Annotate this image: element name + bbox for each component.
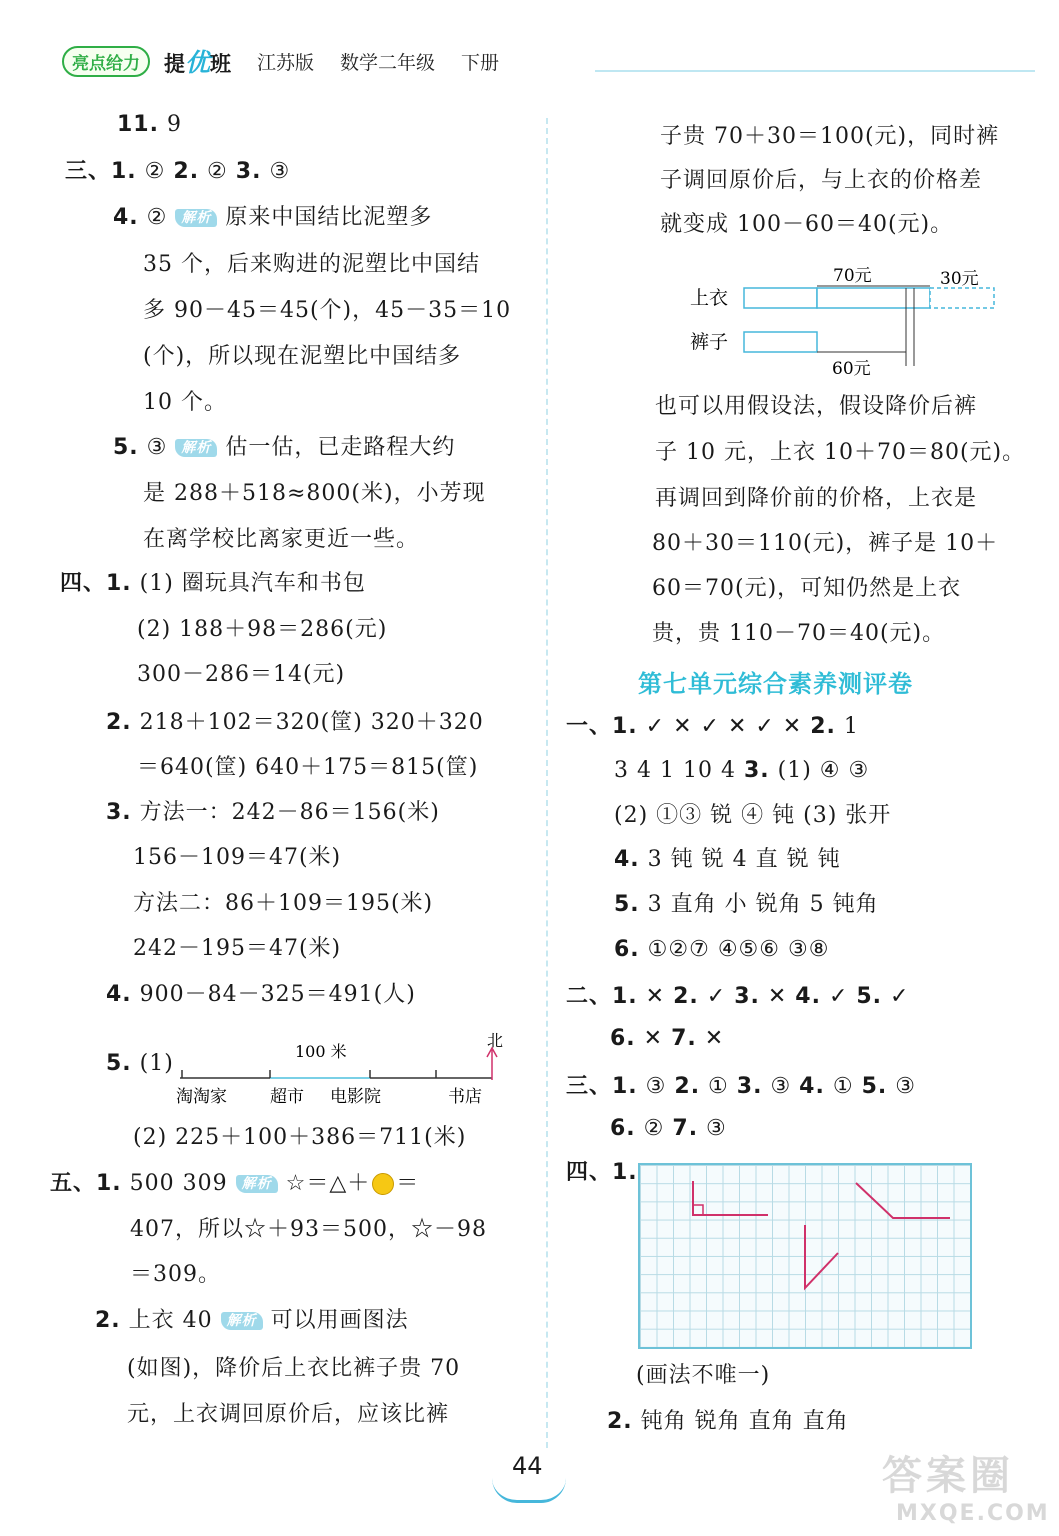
left-line-27 — [127, 1400, 449, 1430]
right-line-8 — [652, 619, 945, 649]
section-title: 第七单元综合素养测评卷 — [638, 670, 913, 698]
answer-text: 子调回原价后，与上衣的价格差 — [660, 168, 983, 193]
analysis-badge: 解析 — [221, 1312, 263, 1330]
answer-text: ✕ — [637, 984, 674, 1009]
watermark-line-2: MXQE.COM — [896, 1501, 1050, 1526]
question-number: 7. — [672, 1116, 699, 1141]
brand-badge: 亮点给力 — [62, 46, 150, 77]
left-line-20 — [106, 1049, 174, 1079]
right-line-1 — [660, 166, 982, 196]
answer-text: ✓ — [820, 984, 857, 1009]
question-number: 三、1. — [566, 1074, 638, 1099]
left-line-23 — [130, 1215, 487, 1245]
left-line-9 — [143, 525, 419, 555]
question-number: 6. — [610, 1026, 636, 1051]
place-bookstore: 书店 — [448, 1087, 482, 1107]
left-line-6 — [143, 388, 227, 418]
answer-text: 3 钝 锐 4 直 锐 钝 — [639, 847, 841, 872]
right-angle-drawing — [693, 1181, 768, 1215]
row-label-pants: 裤子 — [690, 331, 729, 353]
right-line-13 — [614, 890, 879, 920]
label-70: 70元 — [833, 266, 872, 286]
question-number: 3. — [235, 159, 262, 184]
row-label-shirt: 上衣 — [690, 287, 729, 309]
answer-text: 242－195＝47(米) — [133, 936, 342, 961]
left-line-8 — [143, 479, 486, 509]
label-30: 30元 — [940, 269, 979, 289]
left-line-1 — [65, 157, 290, 187]
place-home: 淘淘家 — [176, 1087, 227, 1107]
question-number: 2. — [673, 984, 699, 1009]
answer-text: (1) 圈玩具汽车和书包 — [131, 571, 366, 596]
answer-text: ✕ — [635, 1026, 672, 1051]
subject-label: 数学二年级 — [340, 51, 436, 74]
question-number: 4. — [795, 984, 821, 1009]
answer-text: (如图)，降价后上衣比裤子贵 70 — [127, 1356, 461, 1381]
answer-text: 元，上衣调回原价后，应该比裤 — [127, 1402, 450, 1427]
answer-text: ① — [824, 1074, 862, 1099]
left-line-26 — [127, 1354, 460, 1384]
analysis-badge: 解析 — [236, 1175, 278, 1193]
answer-text: ☆＝△＋ — [277, 1171, 371, 1196]
answer-text: 就变成 100－60＝40(元)。 — [660, 212, 954, 237]
answer-text: (1) — [131, 1051, 174, 1076]
analysis-badge: 解析 — [175, 209, 217, 227]
answer-text: ①②⑦ ④⑤⑥ ③⑧ — [639, 937, 830, 962]
acute-angle-drawing — [805, 1225, 838, 1288]
answer-text: 子 10 元，上衣 10＋70＝80(元)。 — [655, 440, 1026, 465]
left-line-3 — [143, 250, 480, 280]
right-line-9 — [566, 712, 859, 742]
answer-text: 子贵 70＋30＝100(元)，同时裤 — [660, 124, 1000, 149]
answer-text: 10 个。 — [143, 390, 227, 415]
question-number: 5. — [614, 892, 640, 917]
question-number: 四、1. — [566, 1160, 638, 1185]
answer-text: 上衣 40 — [120, 1308, 221, 1333]
price-bar-diagram — [688, 262, 1008, 380]
question-number: 11. — [117, 112, 159, 137]
question-number: 三、1. — [65, 159, 137, 184]
right-line-6 — [652, 529, 998, 559]
question-number: 4. — [113, 205, 139, 230]
right-line-10 — [614, 756, 869, 786]
answer-text: 1 — [835, 714, 859, 739]
question-number: 4. — [614, 847, 640, 872]
answer-text: 500 309 — [121, 1171, 236, 1196]
north-label: 北 — [487, 1031, 504, 1050]
left-line-14 — [137, 753, 478, 783]
answer-text: 也可以用假设法，假设降价后裤 — [655, 394, 978, 419]
left-line-12 — [137, 660, 345, 690]
left-line-21 — [133, 1123, 466, 1153]
question-number: 2. — [810, 714, 836, 739]
answer-text: 钝角 锐角 直角 直角 — [632, 1409, 849, 1434]
shirt-bar-extra — [930, 288, 994, 308]
left-line-25 — [95, 1306, 409, 1336]
answer-text: ② — [199, 159, 236, 184]
right-line-2 — [660, 210, 953, 240]
answer-text: ③ — [138, 435, 176, 460]
title-part-1: 提 — [164, 52, 185, 76]
analysis-badge: 解析 — [175, 439, 217, 457]
left-line-4 — [143, 296, 511, 326]
answer-text: ② — [138, 205, 176, 230]
answer-text: ✓ ✕ ✓ ✕ ✓ ✕ — [637, 714, 811, 739]
answer-text: 3 直角 小 锐角 5 钝角 — [639, 892, 879, 917]
edition-label: 江苏版 — [257, 51, 315, 74]
answer-text: 多 90－45＝45(个)，45－35＝10 — [143, 298, 512, 323]
answer-text: ＝ — [396, 1171, 420, 1196]
answer-text: (2) 188＋98＝286(元) — [137, 617, 388, 642]
question-number: 5. — [113, 435, 139, 460]
right-line-17 — [566, 1072, 916, 1102]
answer-text: ③ — [887, 1074, 916, 1099]
page-number-decoration — [492, 1478, 566, 1503]
left-line-22 — [50, 1169, 419, 1199]
watermark — [882, 1444, 1050, 1526]
answer-text: ① — [700, 1074, 737, 1099]
answer-text: 3 4 1 10 4 — [614, 758, 744, 783]
right-line-19 — [566, 1158, 638, 1188]
right-line-21 — [607, 1407, 849, 1437]
answer-text: ＝640(筐) 640＋175＝815(筐) — [137, 755, 479, 780]
left-line-19 — [106, 980, 416, 1010]
right-line-14 — [614, 935, 829, 965]
answer-text: 在离学校比离家更近一些。 — [143, 527, 420, 552]
right-line-18 — [610, 1114, 727, 1144]
left-line-0 — [117, 110, 182, 140]
question-number: 4. — [799, 1074, 825, 1099]
answer-text: ③ — [261, 159, 291, 184]
answer-text: 原来中国结比泥塑多 — [217, 205, 433, 230]
answer-text: 可以用画图法 — [262, 1308, 409, 1333]
right-line-5 — [655, 484, 977, 514]
left-line-10 — [60, 569, 366, 599]
right-line-16 — [610, 1024, 724, 1054]
page-number: 44 — [512, 1452, 543, 1480]
question-number: 3. — [736, 1074, 763, 1099]
question-number: 6. — [610, 1116, 636, 1141]
answer-text: ✓ — [882, 984, 910, 1009]
question-number: 4. — [106, 982, 132, 1007]
answer-text: 方法二：86＋109＝195(米) — [133, 891, 434, 916]
question-number: 3. — [743, 758, 770, 783]
left-line-7 — [113, 433, 455, 463]
answer-text: 方法一：242－86＝156(米) — [131, 800, 440, 825]
left-line-5 — [143, 342, 461, 372]
place-supermarket: 超市 — [270, 1087, 304, 1107]
right-line-3 — [655, 392, 977, 422]
answer-text: ③ — [637, 1074, 675, 1099]
angle-drawings — [638, 1163, 972, 1349]
question-number: 2. — [173, 159, 200, 184]
title-part-3: 班 — [210, 52, 232, 76]
answer-text: (个)，所以现在泥塑比中国结多 — [143, 344, 462, 369]
question-number: 2. — [674, 1074, 701, 1099]
answer-text: 407，所以☆＋93＝500，☆－98 — [130, 1217, 487, 1242]
question-number: 5. — [106, 1051, 132, 1076]
question-number: 3. — [734, 984, 760, 1009]
left-line-17 — [133, 889, 433, 919]
right-angle-mark — [693, 1205, 703, 1215]
label-60: 60元 — [832, 359, 871, 379]
volume-label: 下册 — [461, 51, 500, 74]
right-line-15 — [566, 982, 909, 1012]
right-line-11 — [614, 801, 891, 831]
question-number: 5. — [856, 984, 883, 1009]
answer-text: (2) ①③ 锐 ④ 钝 (3) 张开 — [614, 803, 892, 828]
answer-text: ③ — [762, 1074, 800, 1099]
answer-text: 35 个，后来购进的泥塑比中国结 — [143, 252, 480, 277]
right-line-20 — [636, 1361, 770, 1391]
question-number: 2. — [106, 710, 132, 735]
answer-text: 估一估，已走路程大约 — [217, 435, 456, 460]
right-line-4 — [655, 438, 1025, 468]
answer-text: 156－109＝47(米) — [133, 845, 342, 870]
book-title — [164, 43, 231, 79]
answer-text: ✕ — [759, 984, 796, 1009]
question-number: 7. — [671, 1026, 697, 1051]
answer-text: ② — [635, 1116, 673, 1141]
question-number: 二、1. — [566, 984, 638, 1009]
right-line-0 — [660, 122, 999, 152]
answer-text: 贵，贵 110－70＝40(元)。 — [652, 621, 946, 646]
left-line-11 — [137, 615, 387, 645]
left-line-13 — [106, 708, 484, 738]
answer-text: (画法不唯一) — [636, 1363, 771, 1388]
pants-bar — [744, 332, 817, 352]
right-line-12 — [614, 845, 841, 875]
question-number: 2. — [95, 1308, 121, 1333]
answer-text: ② — [136, 159, 174, 184]
right-line-7 — [652, 574, 961, 604]
answer-text: ③ — [698, 1116, 727, 1141]
question-number: 2. — [607, 1409, 633, 1434]
question-number: 5. — [861, 1074, 888, 1099]
answer-text: ✓ — [698, 984, 735, 1009]
header-rule — [595, 70, 1035, 72]
left-line-16 — [133, 843, 341, 873]
answer-text: (1) ④ ③ — [769, 758, 870, 783]
title-part-2: 优 — [185, 48, 211, 77]
answer-text: 218＋102＝320(筐) 320＋320 — [131, 710, 484, 735]
distance-label: 100 米 — [295, 1042, 347, 1061]
column-divider — [546, 118, 548, 1448]
question-number: 四、1. — [60, 571, 132, 596]
question-number: 6. — [614, 937, 640, 962]
answer-text: (2) 225＋100＋386＝711(米) — [133, 1125, 467, 1150]
question-number: 一、1. — [566, 714, 638, 739]
answer-text: 900－84－325＝491(人) — [131, 982, 416, 1007]
question-number: 五、1. — [50, 1171, 122, 1196]
obtuse-angle-drawing — [856, 1183, 950, 1218]
left-line-15 — [106, 798, 440, 828]
watermark-line-1: 答案圈 — [882, 1453, 1014, 1499]
answer-text: 9 — [158, 112, 182, 137]
answer-text: 300－286＝14(元) — [137, 662, 346, 687]
place-cinema: 电影院 — [330, 1087, 381, 1107]
answer-text: 是 288＋518≈800(米)，小芳现 — [143, 481, 486, 506]
shirt-bar-b — [817, 288, 930, 308]
answer-text: 80＋30＝110(元)，裤子是 10＋ — [652, 531, 999, 556]
page-header — [62, 44, 499, 78]
shirt-bar-a — [744, 288, 817, 308]
answer-text: ＝309。 — [130, 1262, 221, 1287]
left-line-24 — [130, 1260, 221, 1290]
answer-text: 60＝70(元)，可知仍然是上衣 — [652, 576, 962, 601]
left-line-2 — [113, 203, 432, 233]
answer-text: ✕ — [696, 1026, 725, 1051]
yellow-circle-icon — [372, 1173, 394, 1195]
left-line-18 — [133, 934, 341, 964]
question-number: 3. — [106, 800, 132, 825]
route-diagram — [170, 1030, 515, 1110]
answer-text: 再调回到降价前的价格，上衣是 — [655, 486, 978, 511]
